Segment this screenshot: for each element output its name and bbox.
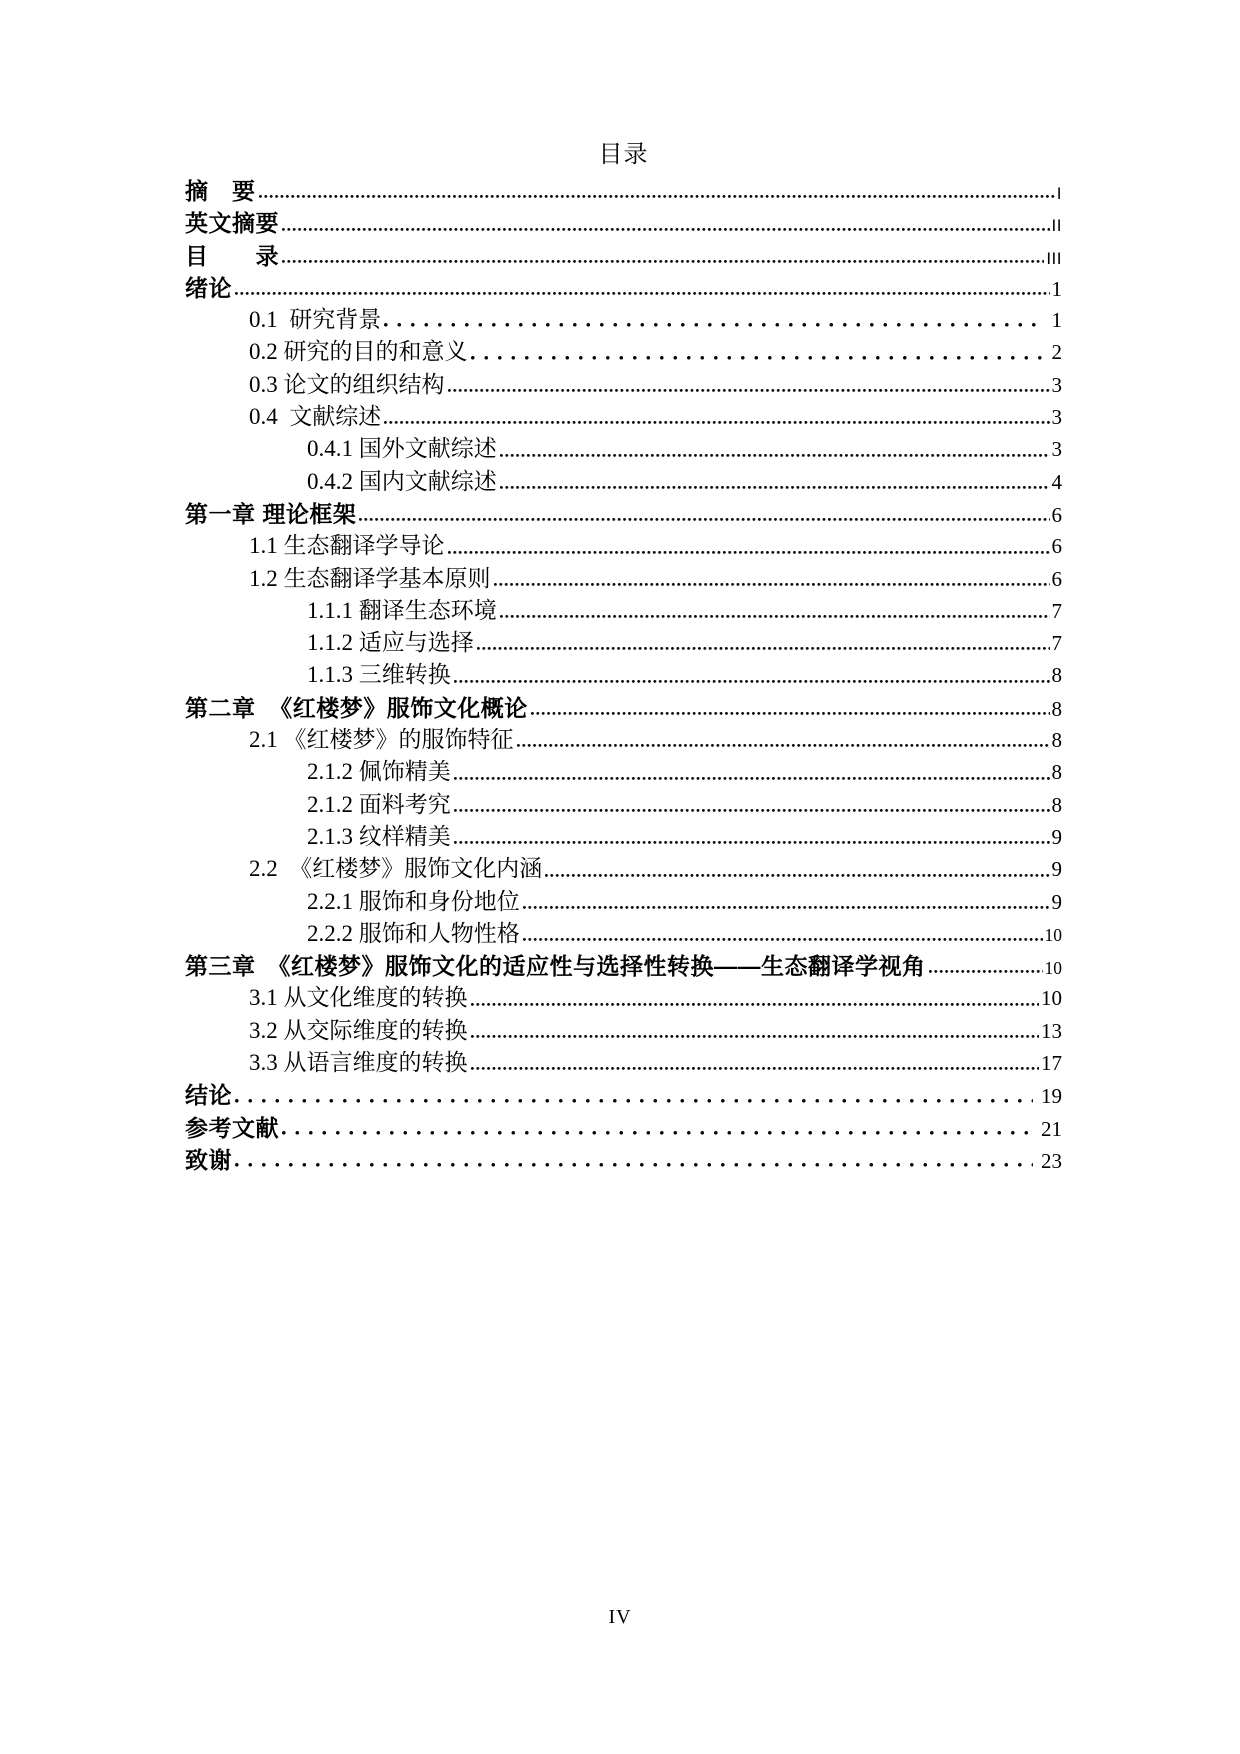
toc-entry-label: 2.2 《红楼梦》服饰文化内涵 (249, 856, 543, 882)
dot-leader (454, 821, 1050, 853)
toc-entry-label: 3.2 从交际维度的转换 (249, 1017, 468, 1043)
toc-entry-label: 第一章 理论框架 (185, 500, 357, 527)
toc-entry-label: 3.3 从语言维度的转换 (249, 1050, 468, 1076)
toc-entry-label: 1.2 生态翻译学基本原则 (249, 565, 491, 591)
toc-entry-label: 1.1.2 适应与选择 (307, 630, 474, 656)
toc-page-number: II (1051, 216, 1062, 236)
dot-leader (384, 304, 1043, 336)
toc-content (185, 138, 1062, 1176)
dot-leader (545, 853, 1049, 885)
toc-list (185, 175, 1062, 1176)
toc-page-number: 6 (1051, 566, 1062, 591)
toc-entry (185, 207, 1062, 239)
footer-page-number: IV (608, 1606, 632, 1628)
toc-entry (185, 659, 1062, 691)
dot-leader (523, 886, 1050, 918)
toc-page-number: 3 (1051, 437, 1062, 462)
toc-page-number: 7 (1051, 631, 1062, 656)
toc-page-number: 21 (1041, 1116, 1062, 1141)
toc-page-number: 8 (1051, 792, 1062, 817)
dot-leader (235, 1079, 1033, 1111)
toc-entry-label: 2.1 《红楼梦》的服饰特征 (249, 727, 514, 753)
toc-entry-label: 0.4.1 国外文献综述 (307, 436, 497, 462)
toc-entry (185, 1015, 1062, 1047)
toc-page-number: 8 (1051, 663, 1062, 688)
toc-entry (185, 240, 1062, 272)
dot-leader (454, 756, 1050, 788)
dot-leader (531, 692, 1050, 724)
toc-entry-label: 2.1.2 佩饰精美 (307, 759, 451, 785)
toc-entry-label: 3.1 从文化维度的转换 (249, 985, 468, 1011)
toc-entry-label: 结论 (185, 1082, 232, 1109)
toc-entry-label: 参考文献 (185, 1114, 279, 1141)
toc-page-number: 10 (1041, 986, 1062, 1011)
toc-entry (185, 336, 1062, 368)
toc-entry (185, 1047, 1062, 1079)
dot-leader (471, 1015, 1040, 1047)
toc-page-number: 3 (1051, 372, 1062, 397)
toc-entry (185, 950, 1062, 982)
toc-entry (185, 466, 1062, 498)
dot-leader (282, 207, 1050, 239)
toc-entry (185, 401, 1062, 433)
toc-entry (185, 175, 1062, 207)
toc-entry-label: 第三章 《红楼梦》服饰文化的适应性与选择性转换——生态翻译学视角 (185, 953, 926, 980)
toc-entry-label: 绪论 (185, 274, 232, 301)
toc-entry-label: 0.2 研究的目的和意义 (249, 339, 468, 365)
toc-page-number: 6 (1051, 534, 1062, 559)
toc-entry-label: 致谢 (185, 1146, 232, 1173)
toc-page-number: 1 (1051, 276, 1062, 301)
toc-entry-label: 摘 要 (185, 178, 256, 204)
toc-page-number: 17 (1041, 1051, 1062, 1076)
toc-entry-label: 2.1.3 纹样精美 (307, 823, 451, 849)
toc-page-number: 2 (1051, 340, 1062, 365)
dot-leader (494, 563, 1050, 595)
toc-page-number: 8 (1051, 760, 1062, 785)
dot-leader (448, 530, 1050, 562)
toc-entry-label: 1.1.1 翻译生态环境 (307, 597, 497, 623)
toc-entry-label: 2.1.2 面料考究 (307, 791, 451, 817)
toc-entry (185, 1144, 1062, 1176)
toc-page-number: 9 (1051, 889, 1062, 914)
toc-entry-label: 0.4.2 国内文献综述 (307, 468, 497, 494)
toc-entry (185, 853, 1062, 885)
toc-entry-label: 0.4 文献综述 (249, 404, 382, 430)
toc-entry-label: 1.1 生态翻译学导论 (249, 533, 445, 559)
dot-leader (500, 466, 1050, 498)
toc-entry (185, 272, 1062, 304)
toc-page-number: 9 (1051, 824, 1062, 849)
toc-page-number: 9 (1051, 857, 1062, 882)
dot-leader (448, 369, 1050, 401)
toc-entry (185, 918, 1062, 950)
toc-page-number: 7 (1051, 598, 1062, 623)
toc-entry (185, 1079, 1062, 1111)
toc-entry (185, 789, 1062, 821)
dot-leader (359, 498, 1049, 530)
toc-page-number: 13 (1041, 1018, 1062, 1043)
toc-entry (185, 821, 1062, 853)
toc-page-number: I (1056, 184, 1062, 203)
toc-entry (185, 530, 1062, 562)
dot-leader (454, 659, 1050, 691)
toc-page-number: 3 (1051, 405, 1062, 430)
toc-entry (185, 886, 1062, 918)
toc-entry-label: 2.2.2 服饰和人物性格 (307, 920, 520, 946)
toc-entry-label: 第二章 《红楼梦》服饰文化概论 (185, 694, 528, 721)
toc-page-number: 8 (1051, 696, 1062, 721)
toc-entry (185, 982, 1062, 1014)
toc-entry (185, 1112, 1062, 1144)
toc-entry (185, 498, 1062, 530)
dot-leader (517, 724, 1050, 756)
toc-entry (185, 563, 1062, 595)
toc-page-number: 8 (1051, 728, 1062, 753)
dot-leader (282, 1112, 1033, 1144)
dot-leader (282, 240, 1044, 272)
toc-entry-label: 目 录 (185, 242, 279, 269)
toc-entry-label: 英文摘要 (185, 210, 279, 237)
toc-page-number: 23 (1041, 1148, 1062, 1173)
dot-leader (259, 175, 1055, 207)
toc-entry (185, 595, 1062, 627)
toc-entry (185, 369, 1062, 401)
toc-page-number: 19 (1041, 1084, 1062, 1109)
toc-entry-label: 2.2.1 服饰和身份地位 (307, 888, 520, 914)
toc-entry (185, 304, 1062, 336)
toc-entry (185, 756, 1062, 788)
dot-leader (500, 433, 1050, 465)
dot-leader (235, 272, 1050, 304)
toc-entry (185, 627, 1062, 659)
dot-leader (929, 950, 1043, 982)
dot-leader (471, 982, 1040, 1014)
toc-page-number: 1 (1051, 308, 1062, 333)
page-title: 目录 (598, 142, 649, 168)
dot-leader (471, 336, 1044, 368)
toc-entry (185, 692, 1062, 724)
dot-leader (384, 401, 1049, 433)
dot-leader (235, 1144, 1033, 1176)
toc-entry-label: 0.1 研究背景 (249, 307, 382, 333)
toc-page-number: III (1046, 248, 1062, 268)
dot-leader (500, 595, 1050, 627)
toc-page-number: 10 (1044, 958, 1062, 979)
toc-entry-label: 1.1.3 三维转换 (307, 662, 451, 688)
dot-leader (471, 1047, 1040, 1079)
dot-leader (523, 918, 1043, 950)
toc-page-number: 6 (1051, 502, 1062, 527)
toc-page-number: 10 (1044, 924, 1062, 945)
toc-page-number: 4 (1051, 469, 1062, 494)
toc-entry (185, 724, 1062, 756)
toc-entry-label: 0.3 论文的组织结构 (249, 371, 445, 397)
toc-entry (185, 433, 1062, 465)
dot-leader (477, 627, 1050, 659)
dot-leader (454, 789, 1050, 821)
